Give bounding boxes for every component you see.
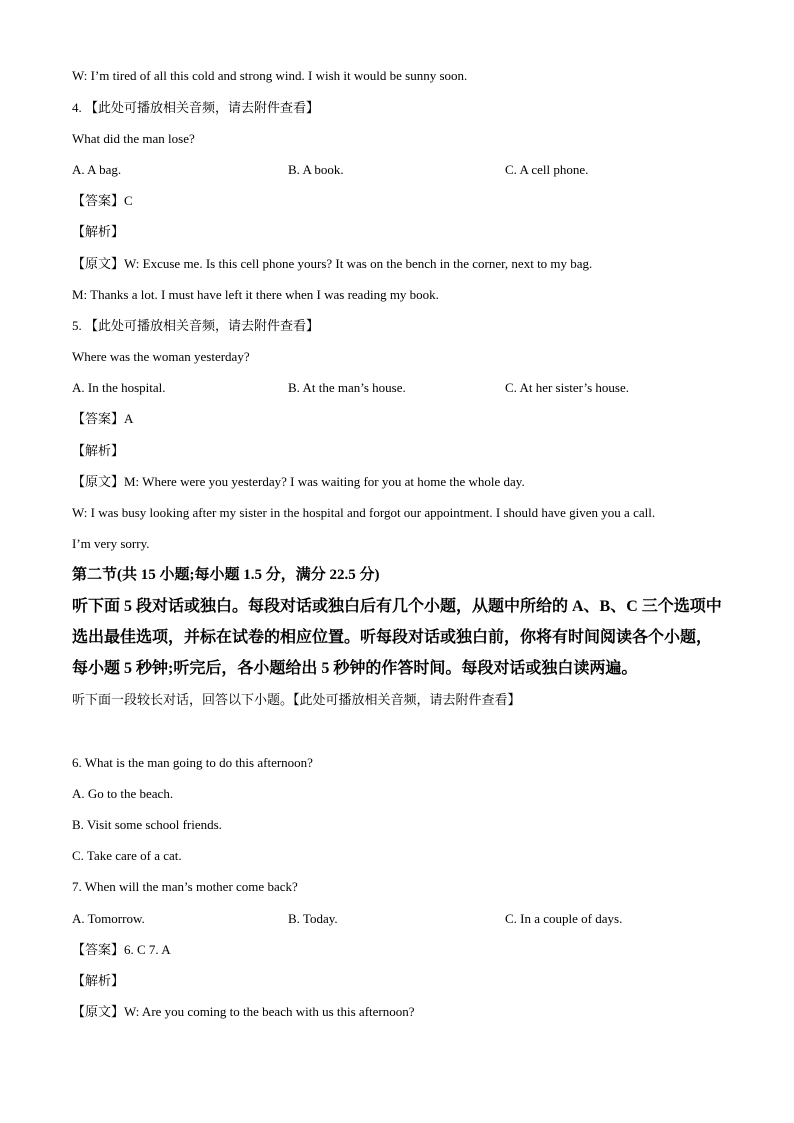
question-7-option-c: C. In a couple of days. [505, 911, 623, 926]
section-2-instruction-2: 选出最佳选项，并标在试卷的相应位置。听每段对话或独白前，你将有时间阅读各个小题， [72, 629, 713, 646]
question-4-answer: 【答案】C [72, 193, 133, 208]
question-4-text: What did the man lose? [72, 131, 195, 146]
question-5-option-b: B. At the man’s house. [288, 380, 406, 395]
question-5-answer: 【答案】A [72, 411, 134, 426]
question-4-analysis: 【解析】 [72, 224, 125, 239]
dialogue-line: W: I’m tired of all this cold and strong wind. I wish it would be sunny soon. [72, 68, 468, 83]
question-5-analysis: 【解析】 [72, 443, 125, 458]
question-6-option-c: C. Take care of a cat. [72, 848, 182, 863]
question-7-option-b: B. Today. [288, 911, 338, 926]
question-5-option-a: A. In the hospital. [72, 380, 166, 395]
question-5-transcript-1: 【原文】M: Where were you yesterday? I was waiting for you at home the whole day. [72, 474, 525, 489]
question-5-transcript-3: I’m very sorry. [72, 536, 150, 551]
question-5-text: Where was the woman yesterday? [72, 349, 250, 364]
section-2-instruction-1: 听下面 5 段对话或独白。每段对话或独白后有几个小题，从题中所给的 A、B、C 三个选项中 [72, 598, 722, 615]
question-4-option-a: A. A bag. [72, 162, 122, 177]
listen-instruction: 听下面一段较长对话，回答以下小题。【此处可播放相关音频，请去附件查看】 [72, 692, 521, 707]
question-4-transcript-1: 【原文】W: Excuse me. Is this cell phone yours? It was on the bench in the corner, next to my bag. [72, 256, 593, 271]
question-5-header: 5. 【此处可播放相关音频，请去附件查看】 [72, 318, 320, 333]
question-6-7-analysis: 【解析】 [72, 973, 125, 988]
question-5-option-c: C. At her sister’s house. [505, 380, 629, 395]
question-6-text: 6. What is the man going to do this afternoon? [72, 755, 313, 770]
question-6-option-b: B. Visit some school friends. [72, 817, 222, 832]
question-6-option-a: A. Go to the beach. [72, 786, 174, 801]
question-5-transcript-2: W: I was busy looking after my sister in the hospital and forgot our appointment. I should have given you a call. [72, 505, 656, 520]
question-4-option-c: C. A cell phone. [505, 162, 589, 177]
question-7-text: 7. When will the man’s mother come back? [72, 879, 298, 894]
question-6-7-transcript-1: 【原文】W: Are you coming to the beach with us this afternoon? [72, 1004, 415, 1019]
question-4-header: 4. 【此处可播放相关音频，请去附件查看】 [72, 100, 320, 115]
question-7-option-a: A. Tomorrow. [72, 911, 145, 926]
question-4-transcript-2: M: Thanks a lot. I must have left it there when I was reading my book. [72, 287, 439, 302]
section-2-title: 第二节(共 15 小题;每小题 1.5 分，满分 22.5 分) [72, 567, 380, 583]
section-2-instruction-3: 每小题 5 秒钟;听完后，各小题给出 5 秒钟的作答时间。每段对话或独白读两遍。 [72, 660, 638, 677]
question-4-option-b: B. A book. [288, 162, 344, 177]
question-6-7-answer: 【答案】6. C 7. A [72, 942, 171, 957]
